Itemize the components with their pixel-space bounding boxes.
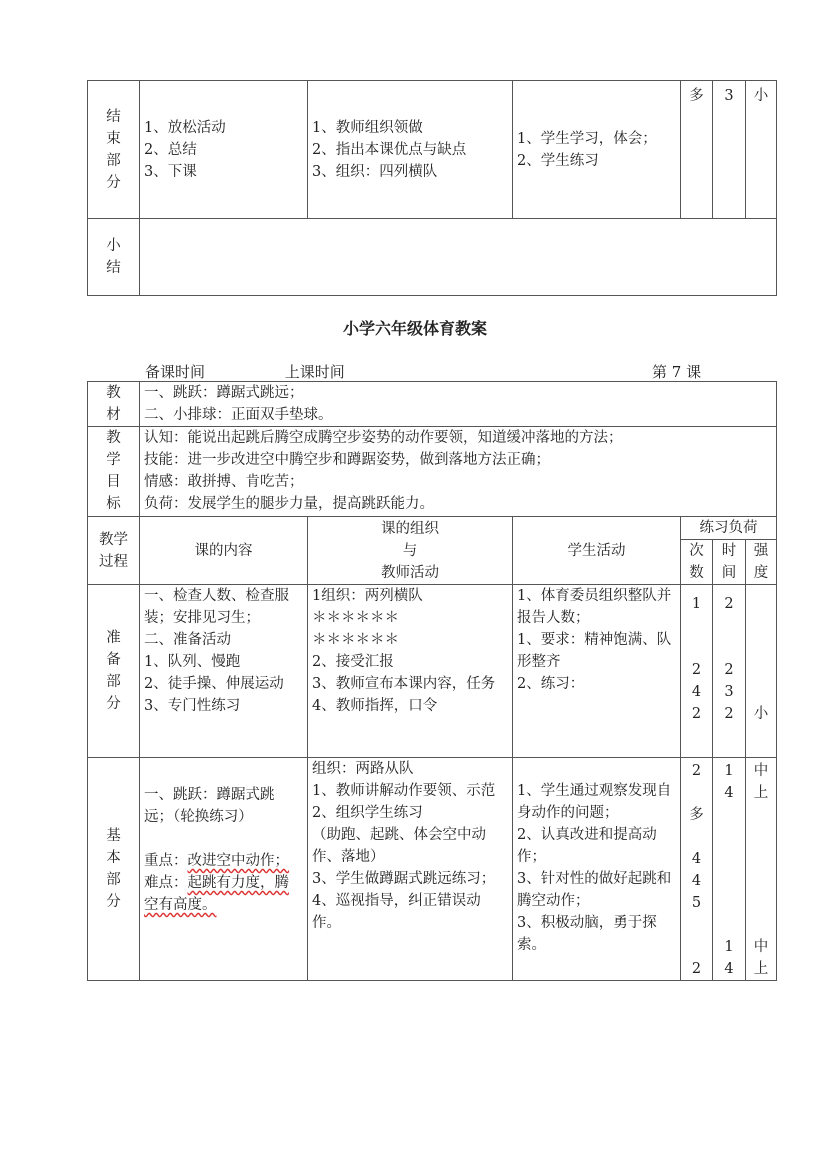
label-material: 教 材	[88, 382, 140, 427]
header-process: 教学 过程	[88, 517, 140, 585]
difficulty-label: 难点：	[144, 875, 188, 891]
header-student: 学生活动	[513, 517, 681, 585]
main-content	[140, 758, 308, 981]
main-count: 2 多 4 4 5 2	[681, 758, 713, 981]
key-point: 改进空中动作；	[187, 853, 289, 869]
end-student: 1、学生学习，体会； 2、学生练习	[513, 81, 681, 219]
section-label-end: 结 束 部 分	[88, 81, 140, 219]
main-org: 组织：两路从队 1、教师讲解动作要领、示范 2、组织学生练习 （助跑、起跳、体会空中动作、落地） 3、学生做蹲踞式跳远练习； 4、巡视指导，纠正错误动作。	[308, 758, 513, 981]
goals-text: 认知：能说出起跳后腾空成腾空步姿势的动作要领，知道缓冲落地的方法； 技能：进一步改进空中腾空步和蹲踞姿势，做到落地方法正确； 情感：敢拼搏、肯吃苦； 负荷：发展学生的腿步力量，提高跳跃能力。	[140, 427, 777, 517]
end-count: 多	[681, 81, 713, 219]
prep-time	[145, 361, 453, 382]
prep-time: 2 2 3 2	[713, 585, 746, 758]
main-intensity: 中 上 中 上	[746, 758, 777, 981]
lesson-table	[87, 381, 777, 981]
lesson-number: 第 7 课	[652, 363, 702, 381]
prep-student: 1、体育委员组织整队并报告人数； 1、要求：精神饱满、队形整齐 2、练习：	[513, 585, 681, 758]
end-teacher: 1、教师组织领做 2、指出本课优点与缺点 3、组织：四列横队	[308, 81, 513, 219]
section-label-summary: 小 结	[88, 219, 140, 296]
header-org: 课的组织 与 教师活动	[308, 517, 513, 585]
prep-intensity: 小	[746, 585, 777, 758]
lesson-table-previous	[87, 80, 777, 296]
end-time: 3	[713, 81, 746, 219]
key-point-label: 重点：	[144, 853, 188, 869]
prep-time-label: 备课时间	[145, 363, 206, 381]
prep-time-blank	[205, 365, 280, 382]
material-text: 一、跳跃：蹲踞式跳远； 二、小排球：正面双手垫球。	[140, 382, 777, 427]
header-load: 练习负荷	[681, 517, 777, 540]
summary-content	[140, 219, 777, 296]
header-intensity: 强 度	[746, 540, 777, 585]
section-label-prep: 准 备 部 分	[88, 585, 140, 758]
header-time: 时 间	[713, 540, 746, 585]
page-title: 小学六年级体育教案	[342, 319, 487, 338]
prep-org: 1组织：两列横队 ＊＊＊＊＊＊ ＊＊＊＊＊＊ 2、接受汇报 3、教师宣布本课内容，任务 4、教师指挥，口令	[308, 585, 513, 758]
main-student: 1、学生通过观察发现自身动作的问题； 2、认真改进和提高动作； 3、针对性的做好起跳和腾空动作； 3、积极动脑，勇于探索。	[513, 758, 681, 981]
end-intensity: 小	[746, 81, 777, 219]
difficulty: 起跳有力度，腾空有高度。	[144, 875, 289, 913]
class-time-blank	[345, 365, 453, 382]
label-goals: 教 学 目 标	[88, 427, 140, 517]
main-time: 1 4 1 4	[713, 758, 746, 981]
class-time-label: 上课时间	[284, 363, 345, 381]
prep-content: 一、检查人数、检查服装；安排见习生； 二、准备活动 1、队列、慢跑 2、徒手操、伸展运动 3、专门性练习	[140, 585, 308, 758]
header-content: 课的内容	[140, 517, 308, 585]
header-count: 次 数	[681, 540, 713, 585]
main-content-item: 一、跳跃：蹲踞式跳远；（轮换练习）	[144, 787, 275, 825]
section-label-main: 基 本 部 分	[88, 758, 140, 981]
end-content: 1、放松活动 2、总结 3、下课	[140, 81, 308, 219]
prep-count: 1 2 4 2	[681, 585, 713, 758]
